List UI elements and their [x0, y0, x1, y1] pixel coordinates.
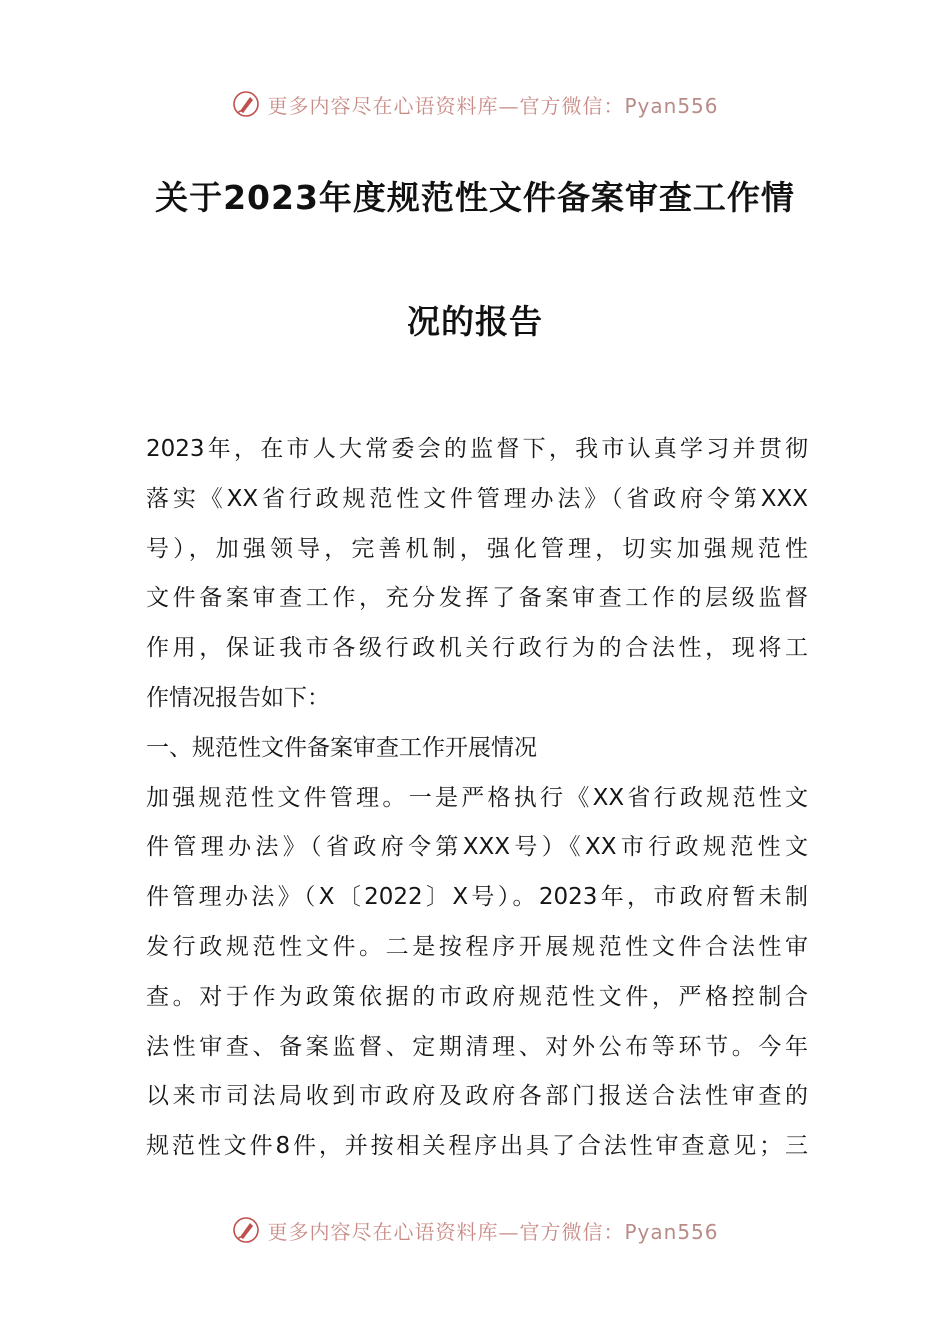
- header-watermark: [0, 84, 950, 124]
- document-body: [146, 425, 808, 1172]
- body-line: 查。对于作为政策依据的市政府规范性文件，严格控制合: [146, 983, 808, 1010]
- body-line: 2023年，在市人大常委会的监督下，我市认真学习并贯彻: [146, 436, 808, 462]
- wechat-id: Pyan556: [624, 1219, 719, 1244]
- body-line: 文件备案审查工作，充分发挥了备案审查工作的层级监督: [146, 585, 808, 612]
- body-line: 以来市司法局收到市政府及政府各部门报送合法性审查的: [146, 1083, 808, 1110]
- pen-nib-logo-icon: [231, 1215, 261, 1245]
- body-line: 规范性文件8件，并按相关程序出具了合法性审查意见；三: [146, 1133, 808, 1160]
- body-line: 号），加强领导，完善机制，强化管理，切实加强规范性: [146, 535, 808, 562]
- body-line: 作用，保证我市各级行政机关行政行为的合法性，现将工: [146, 635, 808, 662]
- document-title-line-2: 况的报告: [407, 302, 543, 341]
- body-line: 发行政规范性文件。二是按程序开展规范性文件合法性审: [146, 933, 808, 960]
- footer-watermark: [0, 1210, 950, 1250]
- body-line: 落实《XX省行政规范性文件管理办法》（省政府令第XXX: [146, 485, 808, 512]
- watermark-text: 更多内容尽在心语资料库—官方微信：Pyan556: [267, 1219, 719, 1244]
- pen-nib-logo-icon: [231, 89, 261, 119]
- section-heading: 一、规范性文件备案审查工作开展情况: [146, 734, 537, 761]
- body-line: 法性审查、备案监督、定期清理、对外公布等环节。今年: [146, 1033, 808, 1060]
- document-title-line-1: 关于2023年度规范性文件备案审查工作情: [155, 178, 795, 217]
- body-line: 作情况报告如下：: [146, 684, 330, 711]
- body-line: 件管理办法》（X〔2022〕X号）。2023年，市政府暂未制: [146, 884, 808, 911]
- body-line: 件管理办法》（省政府令第XXX号）《XX市行政规范性文: [146, 834, 808, 861]
- watermark-text: 更多内容尽在心语资料库—官方微信：Pyan556: [267, 93, 719, 118]
- body-line: 加强规范性文件管理。一是严格执行《XX省行政规范性文: [146, 784, 808, 811]
- wechat-id: Pyan556: [624, 93, 719, 118]
